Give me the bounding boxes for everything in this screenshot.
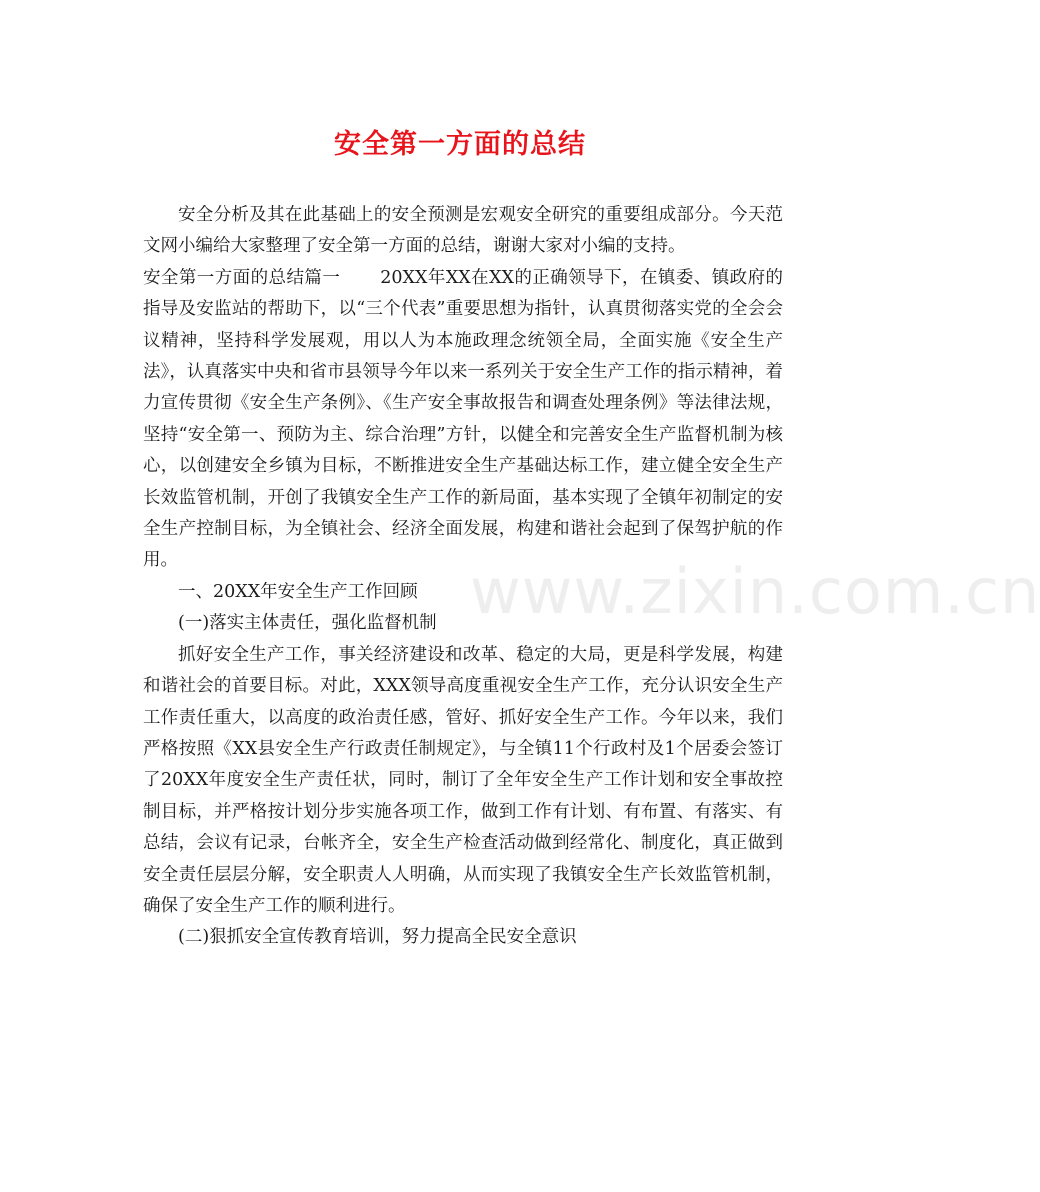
section-paragraph	[143, 263, 783, 577]
document-title: 安全第一方面的总结	[334, 129, 586, 160]
intro-paragraph: 安全分析及其在此基础上的安全预测是宏观安全研究的重要组成部分。今天范文网小编给大家整理了安全第一方面的总结，谢谢大家对小编的支持。	[143, 205, 783, 257]
subheading-2: (二)狠抓安全宣传教育培训，努力提高全民安全意识	[178, 927, 577, 948]
paragraph-1: 抓好安全生产工作，事关经济建设和改革、稳定的大局，更是科学发展，构建和谐社会的首要目标。对此，XXX领导高度重视安全生产工作，充分认识安全生产工作责任重大，以高度的政治责任感，管好、抓好安全生产工作。今年以来，我们严格按照《XX县安全生产行政责任制规定》，与全镇11个行政村及1个居委会签订了20XX年度安全生产责任状，同时，制订了全年安全生产工作计划和安全事故控制目标，并严格按计划分步实施各项工作，做到工作有计划、有布置、有落实、有总结，会议有记录，台帐齐全，安全生产检查活动做到经常化、制度化，真正做到安全责任层层分解，安全职责人人明确，从而实现了我镇安全生产长效监管机制，确保了安全生产工作的顺利进行。	[143, 644, 783, 916]
section-text: 20XX年XX在XX的正确领导下，在镇委、镇政府的指导及安监站的帮助下，以“三个代表”重要思想为指针，认真贯彻落实党的全会会议精神，坚持科学发展观，用以人为本施政理念统领全局，全面实施《安全生产法》，认真落实中央和省市县领导今年以来一系列关于安全生产工作的指示精神，着力宣传贯彻《安全生产条例》、《生产安全事故报告和调查处理条例》等法律法规，坚持“安全第一、预防为主、综合治理”方针，以健全和完善安全生产监督机制为核心，以创建安全乡镇为目标，不断推进安全生产基础达标工作，建立健全安全生产长效监管机制，开创了我镇安全生产工作的新局面，基本实现了全镇年初制定的安全生产控制目标，为全镇社会、经济全面发展，构建和谐社会起到了保驾护航的作用。	[143, 267, 783, 571]
section-label: 安全第一方面的总结篇一	[143, 267, 341, 288]
heading-1: 一、20XX年安全生产工作回顾	[178, 581, 418, 602]
watermark: www.zixin.com.cn	[470, 555, 1040, 628]
document-body	[143, 200, 783, 954]
subheading-1: (一)落实主体责任，强化监督机制	[178, 613, 437, 634]
